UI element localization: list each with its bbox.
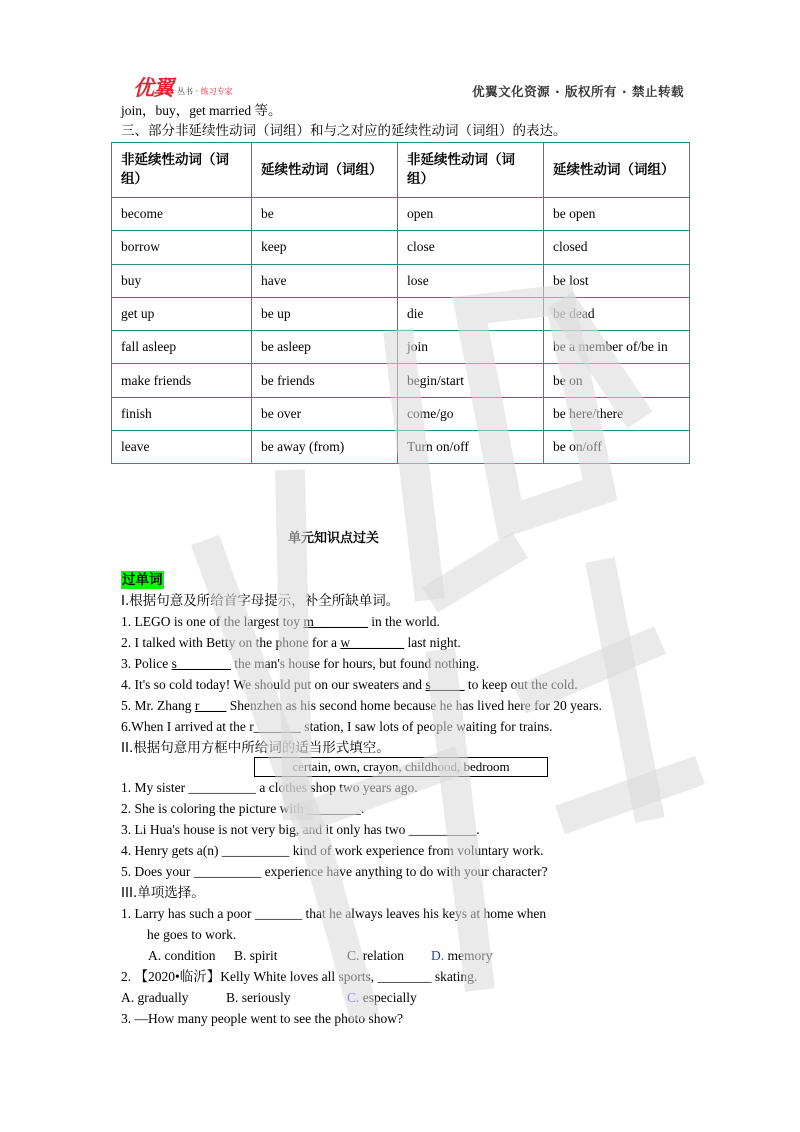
table-cell: join xyxy=(398,331,544,364)
table-cell: begin/start xyxy=(398,364,544,397)
table-row xyxy=(112,331,690,364)
table-row xyxy=(112,397,690,430)
fill-blank: m________ xyxy=(303,614,368,629)
question-1-cont: he goes to work. xyxy=(147,927,237,942)
word-box: certain, own, crayon, childhood, bedroom xyxy=(254,757,548,777)
table-cell: become xyxy=(112,198,252,231)
fill-blank: r____ xyxy=(194,698,227,713)
table-cell: make friends xyxy=(112,364,252,397)
fill-blank: s________ xyxy=(171,656,231,671)
table-row xyxy=(112,297,690,330)
publisher-logo xyxy=(133,78,233,99)
table-cell: be up xyxy=(252,297,398,330)
table-cell: closed xyxy=(544,231,690,264)
table-cell: be xyxy=(252,198,398,231)
table-row xyxy=(112,264,690,297)
table-cell: be on xyxy=(544,364,690,397)
table-header-cell: 延续性动词（词组） xyxy=(252,143,398,198)
table-cell: lose xyxy=(398,264,544,297)
verb-table xyxy=(111,142,690,464)
fill-blank: s_____ xyxy=(425,677,465,692)
exercise-item: 3. Li Hua's house is not very big, and it only has two __________. xyxy=(121,822,480,837)
table-cell: be on/off xyxy=(544,431,690,464)
table-header-row xyxy=(112,143,690,198)
table-cell: borrow xyxy=(112,231,252,264)
table-cell: be away (from) xyxy=(252,431,398,464)
intro-line-1: join，buy，get married 等。 xyxy=(121,103,282,118)
table-cell: open xyxy=(398,198,544,231)
header-copyright: 优翼文化资源 · 版权所有 · 禁止转载 xyxy=(472,84,684,99)
table-cell: get up xyxy=(112,297,252,330)
logo-brand: 优翼 xyxy=(133,76,173,100)
exercise-item: 3. Police s________ the man's house for hours, but found nothing. xyxy=(121,656,480,671)
table-cell: be lost xyxy=(544,264,690,297)
table-cell: have xyxy=(252,264,398,297)
table-cell: come/go xyxy=(398,397,544,430)
table-cell: be asleep xyxy=(252,331,398,364)
table-cell: be open xyxy=(544,198,690,231)
question-1: 1. Larry has such a poor _______ that he always leaves his keys at home when xyxy=(121,906,547,921)
table-cell: keep xyxy=(252,231,398,264)
table-cell: be dead xyxy=(544,297,690,330)
table-header-cell: 非延续性动词（词组） xyxy=(112,143,252,198)
table-cell: leave xyxy=(112,431,252,464)
table-cell: buy xyxy=(112,264,252,297)
exercise-item: 4. Henry gets a(n) __________ kind of work experience from voluntary work. xyxy=(121,843,544,858)
logo-tagline: 丛书 · 练习专家 xyxy=(177,87,233,96)
part2-title: II.根据句意用方框中所给词的适当形式填空。 xyxy=(121,740,390,756)
fill-blank: w________ xyxy=(340,635,405,650)
exercise-item: 5. Mr. Zhang r____ Shenzhen as his second home because he has lived here for 20 years. xyxy=(121,698,602,713)
option-a: A. gradually xyxy=(121,990,189,1005)
table-cell: be here/there xyxy=(544,397,690,430)
section-title: 单元知识点过关 xyxy=(288,531,380,546)
exercise-item: 4. It's so cold today! We should put on our sweaters and s_____ to keep out the cold. xyxy=(121,677,578,692)
table-cell: Turn on/off xyxy=(398,431,544,464)
exercise-item: 6.When I arrived at the r_______ station, I saw lots of people waiting for trains. xyxy=(121,719,553,734)
part1-title: I.根据句意及所给首字母提示，补全所缺单词。 xyxy=(121,593,400,609)
option-c: C. relation xyxy=(347,948,404,963)
question-2: 2. 【2020•临沂】Kelly White loves all sports, ________ skating. xyxy=(121,969,478,984)
exercise-item: 2. She is coloring the picture with ________. xyxy=(121,801,365,816)
table-header-cell: 非延续性动词（词组） xyxy=(398,143,544,198)
option-b: B. spirit xyxy=(234,948,278,963)
part3-title: III.单项选择。 xyxy=(121,885,205,901)
table-row xyxy=(112,364,690,397)
table-cell: be a member of/be in xyxy=(544,331,690,364)
table-cell: finish xyxy=(112,397,252,430)
table-cell: fall asleep xyxy=(112,331,252,364)
option-b: B. seriously xyxy=(226,990,291,1005)
table-row xyxy=(112,198,690,231)
table-cell: die xyxy=(398,297,544,330)
highlight-label: 过单词 xyxy=(122,572,163,588)
table-cell: be over xyxy=(252,397,398,430)
option-a: A. condition xyxy=(148,948,216,963)
option-d: D. memory xyxy=(431,948,493,963)
option-c: C. especially xyxy=(347,990,417,1005)
exercise-item: 1. My sister __________ a clothes shop two years ago. xyxy=(121,780,418,795)
table-row xyxy=(112,431,690,464)
exercise-item: 1. LEGO is one of the largest toy m________ in the world. xyxy=(121,614,440,629)
exercise-item: 2. I talked with Betty on the phone for a w________ last night. xyxy=(121,635,461,650)
intro-line-2: 三、部分非延续性动词（词组）和与之对应的延续性动词（词组）的表达。 xyxy=(121,123,567,139)
table-cell: be friends xyxy=(252,364,398,397)
exercise-item: 5. Does your __________ experience have anything to do with your character? xyxy=(121,864,548,879)
table-row xyxy=(112,231,690,264)
question-3: 3. —How many people went to see the photo show? xyxy=(121,1011,403,1026)
table-cell: close xyxy=(398,231,544,264)
table-header-cell: 延续性动词（词组） xyxy=(544,143,690,198)
